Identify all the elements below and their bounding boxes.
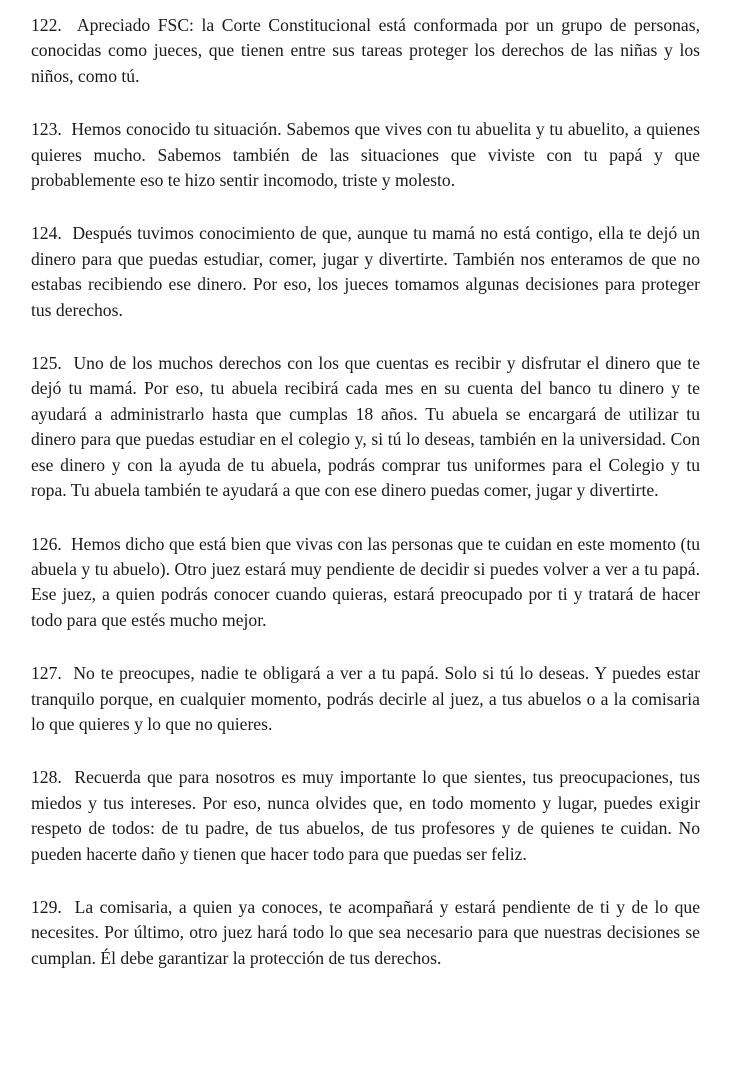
paragraph-number: 124.: [31, 223, 62, 244]
paragraph-number: 128.: [31, 767, 62, 788]
paragraph-text: Después tuvimos conocimiento de que, aunque tu mamá no está contigo, ella te dejó un dinero para que puedas estudiar, comer, jugar y divertirte. También nos enteramos de que no estabas recibiendo ese dinero. Por eso, los jueces tomamos algunas decisiones para proteger tus derechos.: [31, 223, 700, 320]
paragraph-number: 127.: [31, 663, 62, 684]
paragraph-127: [31, 661, 700, 737]
paragraph-text: Hemos dicho que está bien que vivas con las personas que te cuidan en este momento (tu abuela y tu abuelo). Otro juez estará muy pendiente de decidir si puedes volver a ver a tu papá. Ese juez, a quien podrás conocer cuando quieras, estará preocupado por ti y tratará de hacer todo para que estés mucho mejor.: [31, 533, 701, 630]
paragraph-text: Recuerda que para nosotros es muy importante lo que sientes, tus preocupaciones, tus miedos y tus intereses. Por eso, nunca olvides que, en todo momento y lugar, puedes exigir respeto de todos: de tu padre, de tus abuelos, de tus profesores y de quienes te cuidan. No pueden hacerte daño y tienen que hacer todo para que puedas ser feliz.: [31, 767, 701, 864]
paragraph-text: Apreciado FSC: la Corte Constitucional está conformada por un grupo de personas, conocidas como jueces, que tienen entre sus tareas proteger los derechos de las niñas y los niños, como tú.: [31, 15, 700, 86]
paragraph-122: [31, 13, 700, 89]
paragraph-number: 123.: [31, 119, 62, 140]
paragraph-124: [31, 221, 700, 323]
paragraph-125: [31, 351, 700, 503]
paragraph-129: [31, 895, 700, 971]
paragraph-number: 122.: [31, 15, 62, 35]
paragraph-text: Hemos conocido tu situación. Sabemos que vives con tu abuelita y tu abuelito, a quienes quieres mucho. Sabemos también de las situaciones que viviste con tu papá y que probablemente eso te hizo sentir incomodo, triste y molesto.: [31, 119, 701, 191]
paragraph-number: 129.: [31, 896, 62, 917]
paragraph-text: No te preocupes, nadie te obligará a ver a tu papá. Solo si tú lo deseas. Y puedes estar tranquilo porque, en cualquier momento, podrás decirle al juez, a tus abuelos o a la comisaria lo que quieres y lo que no quieres.: [31, 663, 700, 734]
paragraph-123: [31, 117, 700, 193]
paragraph-text: Uno de los muchos derechos con los que cuentas es recibir y disfrutar el dinero que te dejó tu mamá. Por eso, tu abuela recibirá cada mes en su cuenta del banco tu dinero y te ayudará a administrarlo hasta que cumplas 18 años. Tu abuela se encargará de utilizar tu dinero para que puedas estudiar en el colegio y, si tú lo deseas, también en la universidad. Con ese dinero y con la ayuda de tu abuela, podrás comprar tus uniformes para el Colegio y tu ropa. Tu abuela también te ayudará a que con ese dinero puedas comer, jugar y divertirte.: [31, 353, 700, 501]
paragraph-number: 126.: [31, 533, 62, 554]
paragraph-128: [31, 765, 700, 867]
paragraph-126: [31, 532, 700, 634]
paragraph-text: La comisaria, a quien ya conoces, te acompañará y estará pendiente de ti y de lo que necesites. Por último, otro juez hará todo lo que sea necesario para que nuestras decisiones se cumplan. Él debe garantizar la protección de tus derechos.: [31, 896, 701, 968]
paragraph-number: 125.: [31, 353, 62, 374]
